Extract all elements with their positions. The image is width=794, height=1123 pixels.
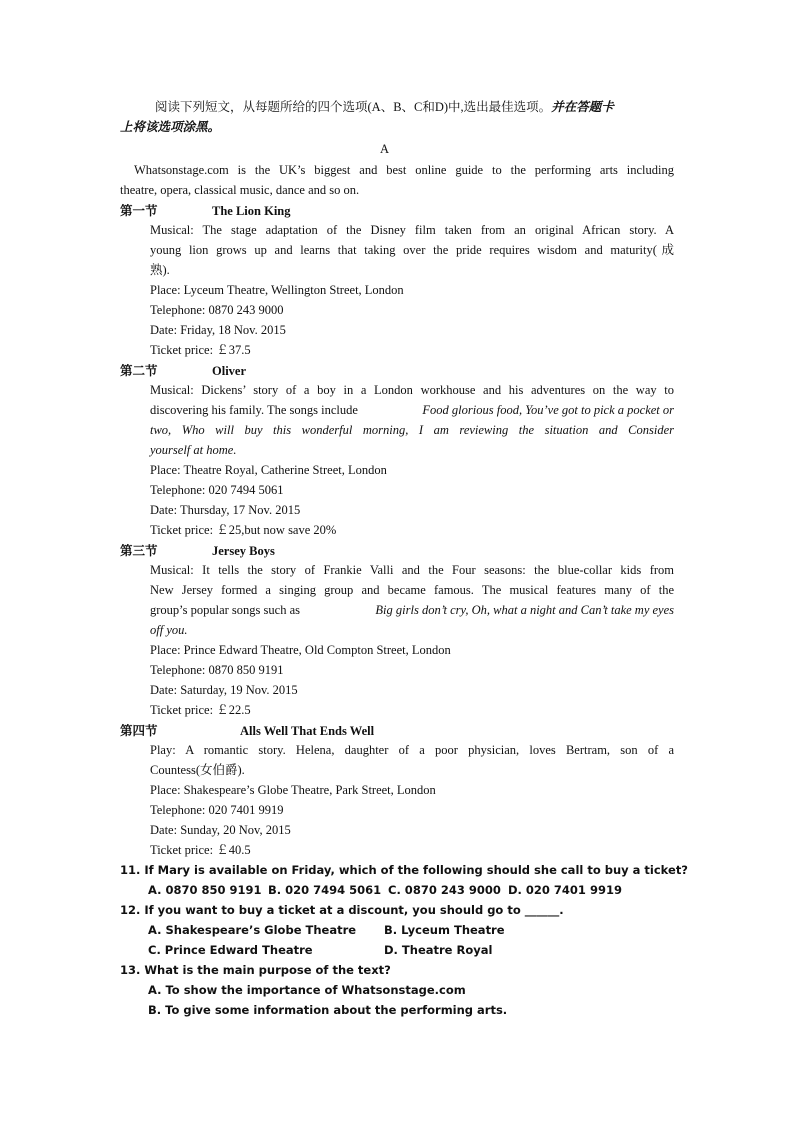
question-options — [148, 940, 548, 960]
section-telephone: Telephone: 0870 243 9000 — [150, 303, 284, 317]
section-telephone: Telephone: 0870 850 9191 — [150, 663, 284, 677]
section-desc-line: off you. — [150, 623, 188, 637]
intro-line-1: Whatsonstage.com is the UK’s biggest and best online guide to the performing arts including — [134, 163, 674, 177]
option-a: A. 0870 850 9191 — [148, 883, 262, 897]
section-desc-line: Musical: It tells the story of Frankie Valli and the Four seasons: the blue-collar kids from — [150, 563, 674, 577]
section-telephone: Telephone: 020 7401 9919 — [150, 803, 284, 817]
question-stem: 12. If you want to buy a ticket at a discount, you should go to ______. — [120, 903, 564, 917]
option-c: C. 0870 243 9000 — [388, 883, 501, 897]
section-date: Date: Sunday, 20 Nov, 2015 — [150, 823, 291, 837]
instructions-emphasis: 并在答题卡 — [551, 100, 614, 114]
section-desc-line — [150, 600, 674, 620]
instructions-text: 阅读下列短文，从每题所给的四个选项(A、B、C和D)中,选出最佳选项。 — [155, 100, 552, 114]
section-title: The Lion King — [212, 204, 291, 218]
option-a: A. To show the importance of Whatsonstage.com — [148, 983, 466, 997]
option-b: B. 020 7494 5061 — [268, 883, 382, 897]
option-b: B. To give some information about the performing arts. — [148, 1003, 508, 1017]
section-price: Ticket price: ￡40.5 — [150, 843, 251, 857]
intro-line-2: theatre, opera, classical music, dance and so on. — [120, 183, 360, 197]
section-desc-line: Musical: The stage adaptation of the Disney film taken from an original African story. A — [150, 223, 674, 237]
section-song-titles: Food glorious food, You’ve got to pick a pocket or — [422, 403, 674, 417]
section-desc-line: 熟). — [150, 263, 170, 277]
section-heading: 第二节 — [120, 364, 158, 378]
section-date: Date: Thursday, 17 Nov. 2015 — [150, 503, 301, 517]
passage-label: A — [380, 142, 390, 156]
question-options — [148, 920, 548, 940]
section-place: Place: Lyceum Theatre, Wellington Street, London — [150, 283, 404, 297]
section-desc-line: young lion grows up and learns that taking over the pride requires wisdom and maturity(成 — [150, 243, 674, 257]
section-heading: 第四节 — [120, 724, 158, 738]
option-b: B. Lyceum Theatre — [384, 923, 505, 937]
section-place: Place: Prince Edward Theatre, Old Compton Street, London — [150, 643, 451, 657]
section-price: Ticket price: ￡22.5 — [150, 703, 251, 717]
section-price: Ticket price: ￡25,but now save 20% — [150, 523, 337, 537]
option-d: D. Theatre Royal — [384, 943, 493, 957]
section-place: Place: Theatre Royal, Catherine Street, London — [150, 463, 387, 477]
section-title: Oliver — [212, 364, 247, 378]
instructions-line-2: 上将该选项涂黑。 — [120, 120, 221, 134]
section-title: Jersey Boys — [212, 544, 275, 558]
section-desc-line: Play: A romantic story. Helena, daughter of a poor physician, loves Bertram, son of a — [150, 743, 674, 757]
section-song-titles: Big girls don’t cry, Oh, what a night and Can’t take my eyes — [375, 603, 674, 617]
question-options — [148, 880, 628, 900]
section-desc-line: yourself at home. — [150, 443, 237, 457]
section-desc-line — [150, 400, 674, 420]
section-date: Date: Friday, 18 Nov. 2015 — [150, 323, 286, 337]
option-a: A. Shakespeare’s Globe Theatre — [148, 923, 357, 937]
section-place: Place: Shakespeare’s Globe Theatre, Park Street, London — [150, 783, 436, 797]
section-desc-line: Countess(女伯爵). — [150, 763, 245, 777]
option-c: C. Prince Edward Theatre — [148, 943, 313, 957]
question-stem: 13. What is the main purpose of the text? — [120, 963, 391, 977]
section-desc-line: Musical: Dickens’ story of a boy in a London workhouse and his adventures on the way to — [150, 383, 674, 397]
section-desc-line: two, Who will buy this wonderful morning, I am reviewing the situation and Consider — [150, 423, 674, 437]
section-title: Alls Well That Ends Well — [240, 724, 375, 738]
question-stem: 11. If Mary is available on Friday, which of the following should she call to buy a ticket? — [120, 863, 688, 877]
option-d: D. 020 7401 9919 — [508, 883, 622, 897]
section-telephone: Telephone: 020 7494 5061 — [150, 483, 284, 497]
section-desc-line: New Jersey formed a singing group and became famous. The musical features many of the — [150, 583, 674, 597]
section-desc-text: discovering his family. The songs include — [150, 403, 358, 417]
section-heading: 第一节 — [120, 204, 158, 218]
section-desc-text: group’s popular songs such as — [150, 603, 300, 617]
section-heading: 第三节 — [120, 544, 158, 558]
section-price: Ticket price: ￡37.5 — [150, 343, 251, 357]
section-date: Date: Saturday, 19 Nov. 2015 — [150, 683, 298, 697]
instructions-line-1 — [155, 97, 614, 117]
